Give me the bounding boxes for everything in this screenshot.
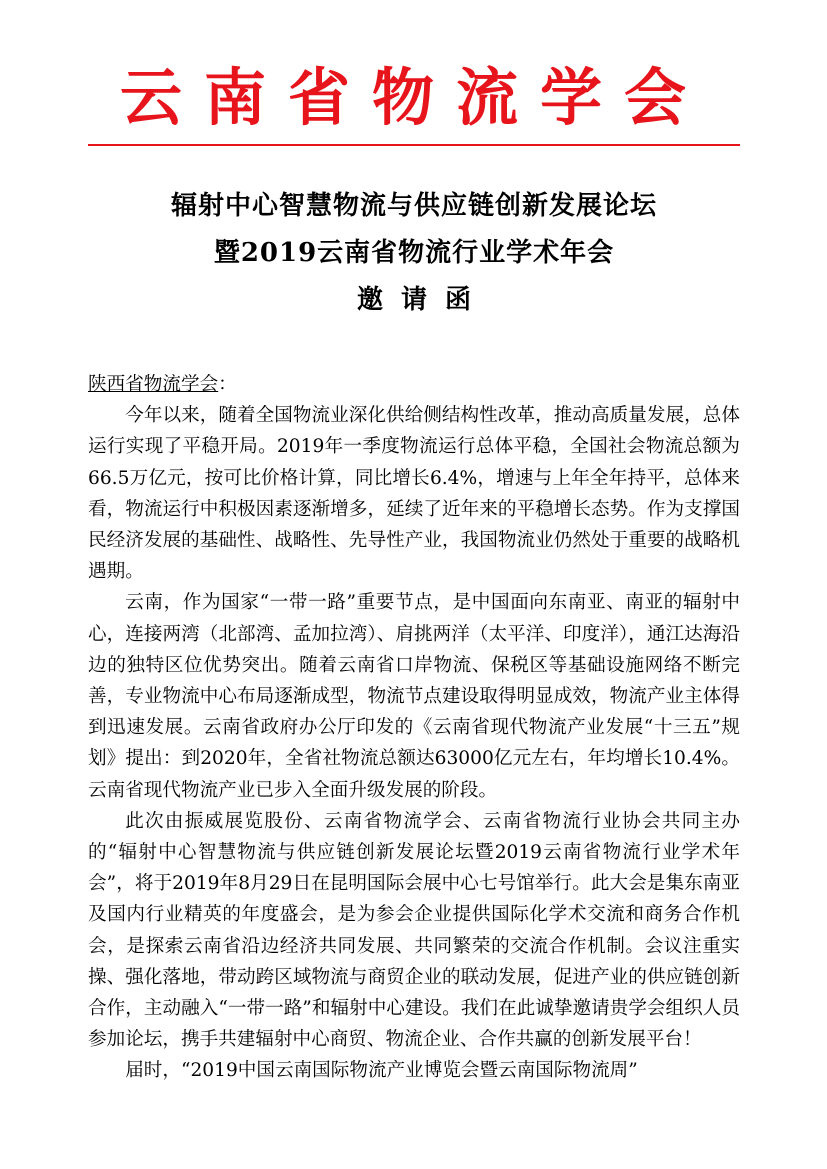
invitation-heading: 邀请函 <box>356 285 489 315</box>
paragraph-1: 今年以来，随着全国物流业深化供给侧结构性改革，推动高质量发展，总体运行实现了平稳开局。2019年一季度物流运行总体平稳，全国社会物流总额为66.5万亿元，按可比价格计算，同比增长6.4%，增速与上年全年持平，总体来看，物流运行中积极因素逐渐增多，延续了近年来的平稳增长态势。作为支撑国民经济发展的基础性、战略性、先导性产业，我国物流业仍然处于重要的战略机遇期。 <box>88 405 740 583</box>
recipient-name: 陕西省物流学会 <box>88 374 219 395</box>
letter-body <box>88 369 740 1087</box>
salutation-line <box>88 369 740 400</box>
salutation-colon: ： <box>218 374 237 395</box>
forum-subtitle: 暨2019云南省物流行业学术年会 <box>213 238 615 268</box>
paragraph-3: 此次由振威展览股份、云南省物流学会、云南省物流行业协会共同主办的“辐射中心智慧物流与供应链创新发展论坛暨2019云南省物流行业学术年会”，将于2019年8月29日在昆明国际会展中心七号馆举行。此大会是集东南亚及国内行业精英的年度盛会，是为参会企业提供国际化学术交流和商务合作机会，是探索云南省沿边经济共同发展、共同繁荣的交流合作机制。会议注重实操、强化落地，带动跨区域物流与商贸企业的联动发展，促进产业的供应链创新合作，主动融入“一带一路”和辐射中心建设。我们在此诚挚邀请贵学会组织人员参加论坛，携手共建辐射中心商贸、物流企业、合作共赢的创新发展平台！ <box>88 810 740 1051</box>
forum-title: 辐射中心智慧物流与供应链创新发展论坛 <box>170 191 657 221</box>
header-rule <box>88 144 740 146</box>
paragraph-2: 云南，作为国家“一带一路”重要节点，是中国面向东南亚、南亚的辐射中心，连接两湾（北部湾、孟加拉湾）、肩挑两洋（太平洋、印度洋），通江达海沿边的独特区位优势突出。随着云南省口岸物流、保税区等基础设施网络不断完善，专业物流中心布局逐渐成型，物流节点建设取得明显成效，物流产业主体得到迅速发展。云南省政府办公厅印发的《云南省现代物流产业发展“十三五”规划》提出：到2020年，全省社物流总额达63000亿元左右，年均增长10.4%。云南省现代物流产业已步入全面升级发展的阶段。 <box>88 592 740 801</box>
paragraph-4: 届时，“2019中国云南国际物流产业博览会暨云南国际物流周” <box>125 1060 638 1082</box>
org-masthead: 云南省物流学会 <box>119 61 708 134</box>
